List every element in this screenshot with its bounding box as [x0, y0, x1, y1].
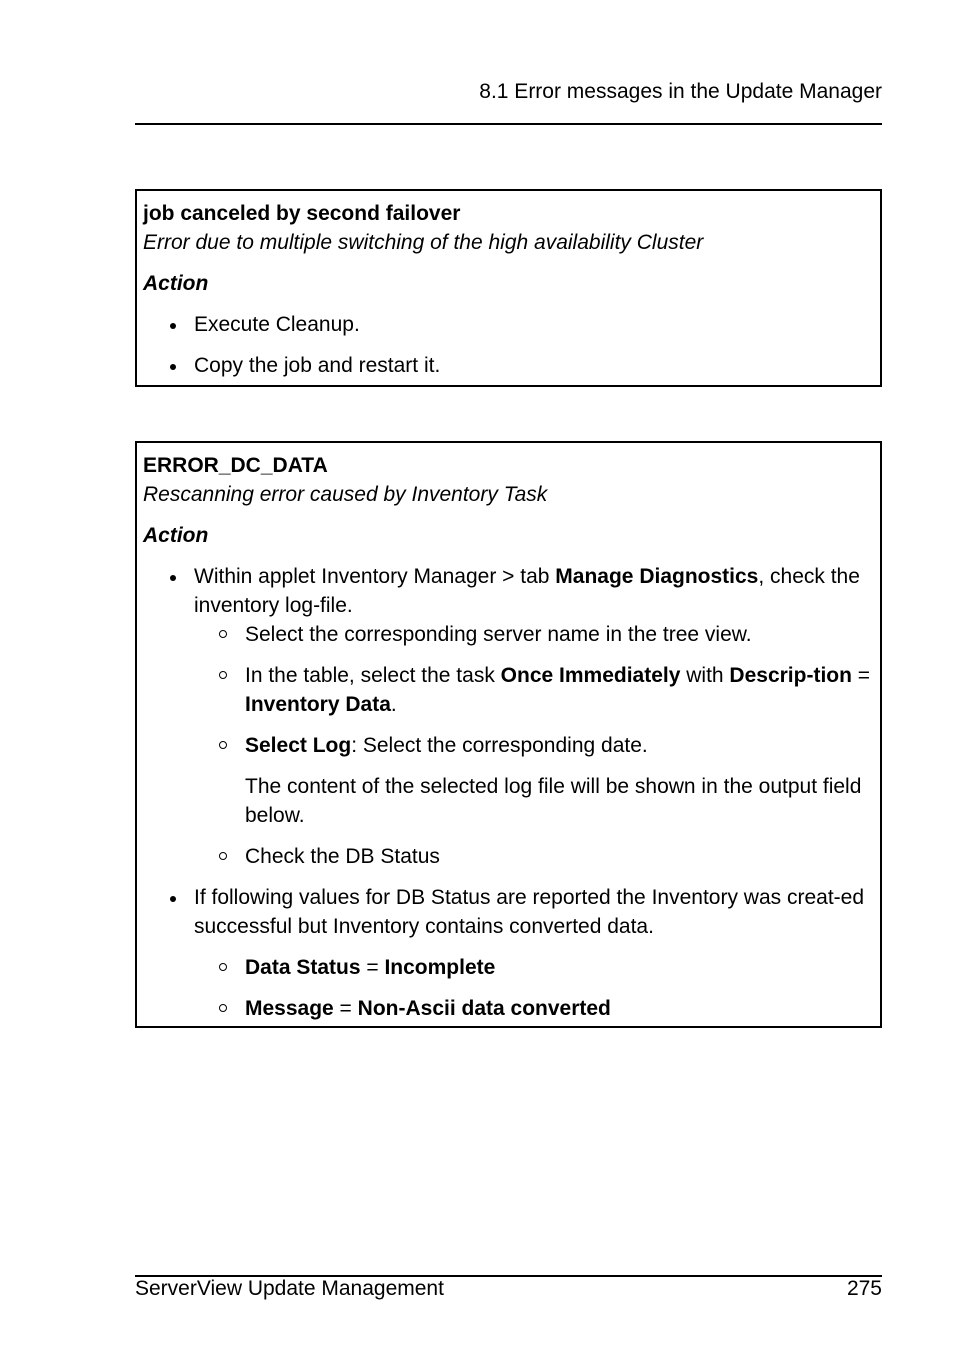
task-name: Once Immediately [500, 664, 681, 687]
status-value: Non-Ascii data converted [357, 997, 611, 1020]
sub-step [194, 953, 872, 982]
action-text: Within applet Inventory Manager > tab [194, 565, 556, 588]
tab-name: Manage Diagnostics [555, 565, 759, 588]
sub-step-text: = [360, 956, 385, 979]
footer-document-title: ServerView Update Management [135, 1277, 444, 1300]
status-value: Incomplete [384, 956, 496, 979]
sub-step-text: : Select the corresponding date. [351, 734, 648, 757]
sub-step-list [194, 620, 872, 760]
error-description: Error due to multiple switching of the high availability Cluster [143, 231, 704, 254]
status-field: Data Status [245, 956, 361, 979]
sub-step [194, 994, 872, 1023]
error-description: Rescanning error caused by Inventory Task [143, 483, 548, 506]
sub-step-text: . [390, 693, 397, 716]
error-entry-error-dc-data [135, 441, 882, 1028]
sub-step-text: with [680, 664, 730, 687]
field-name: Select Log [245, 734, 352, 757]
action-text: , check the inventory log-file. [194, 565, 860, 617]
running-header: 8.1 Error messages in the Update Manager [479, 80, 882, 103]
sub-step [194, 661, 872, 719]
status-field: Message [245, 997, 334, 1020]
sub-step: Select the corresponding server name in the tree view. [194, 620, 872, 649]
sub-step-list [194, 953, 872, 1023]
action-list [143, 562, 872, 1023]
action-item: Copy the job and restart it. [143, 351, 872, 380]
sub-step-text: = [333, 997, 358, 1020]
action-label: Action [143, 272, 209, 295]
column-name: Descrip-tion [729, 664, 852, 687]
action-text: If following values for DB Status are reported the Inventory was creat-ed successful but Inventory contains converted data. [194, 886, 865, 938]
page-number: 275 [846, 1277, 882, 1300]
action-item [143, 562, 872, 871]
action-item [143, 883, 872, 1023]
error-entry-job-canceled [135, 189, 882, 387]
sub-step-note: The content of the selected log file will be shown in the output field below. [245, 775, 862, 827]
sub-step-text: In the table, select the task [245, 664, 501, 687]
header-rule [135, 123, 882, 125]
action-item: Execute Cleanup. [143, 310, 872, 339]
sub-step: Check the DB Status [194, 842, 872, 871]
column-value: Inventory Data [245, 693, 391, 716]
sub-step-text: = [851, 664, 871, 687]
action-label: Action [143, 524, 209, 547]
sub-step [194, 731, 872, 760]
error-term: job canceled by second failover [143, 202, 461, 225]
action-list [143, 310, 872, 380]
error-term: ERROR_DC_DATA [143, 454, 328, 477]
sub-step-list [194, 842, 872, 871]
